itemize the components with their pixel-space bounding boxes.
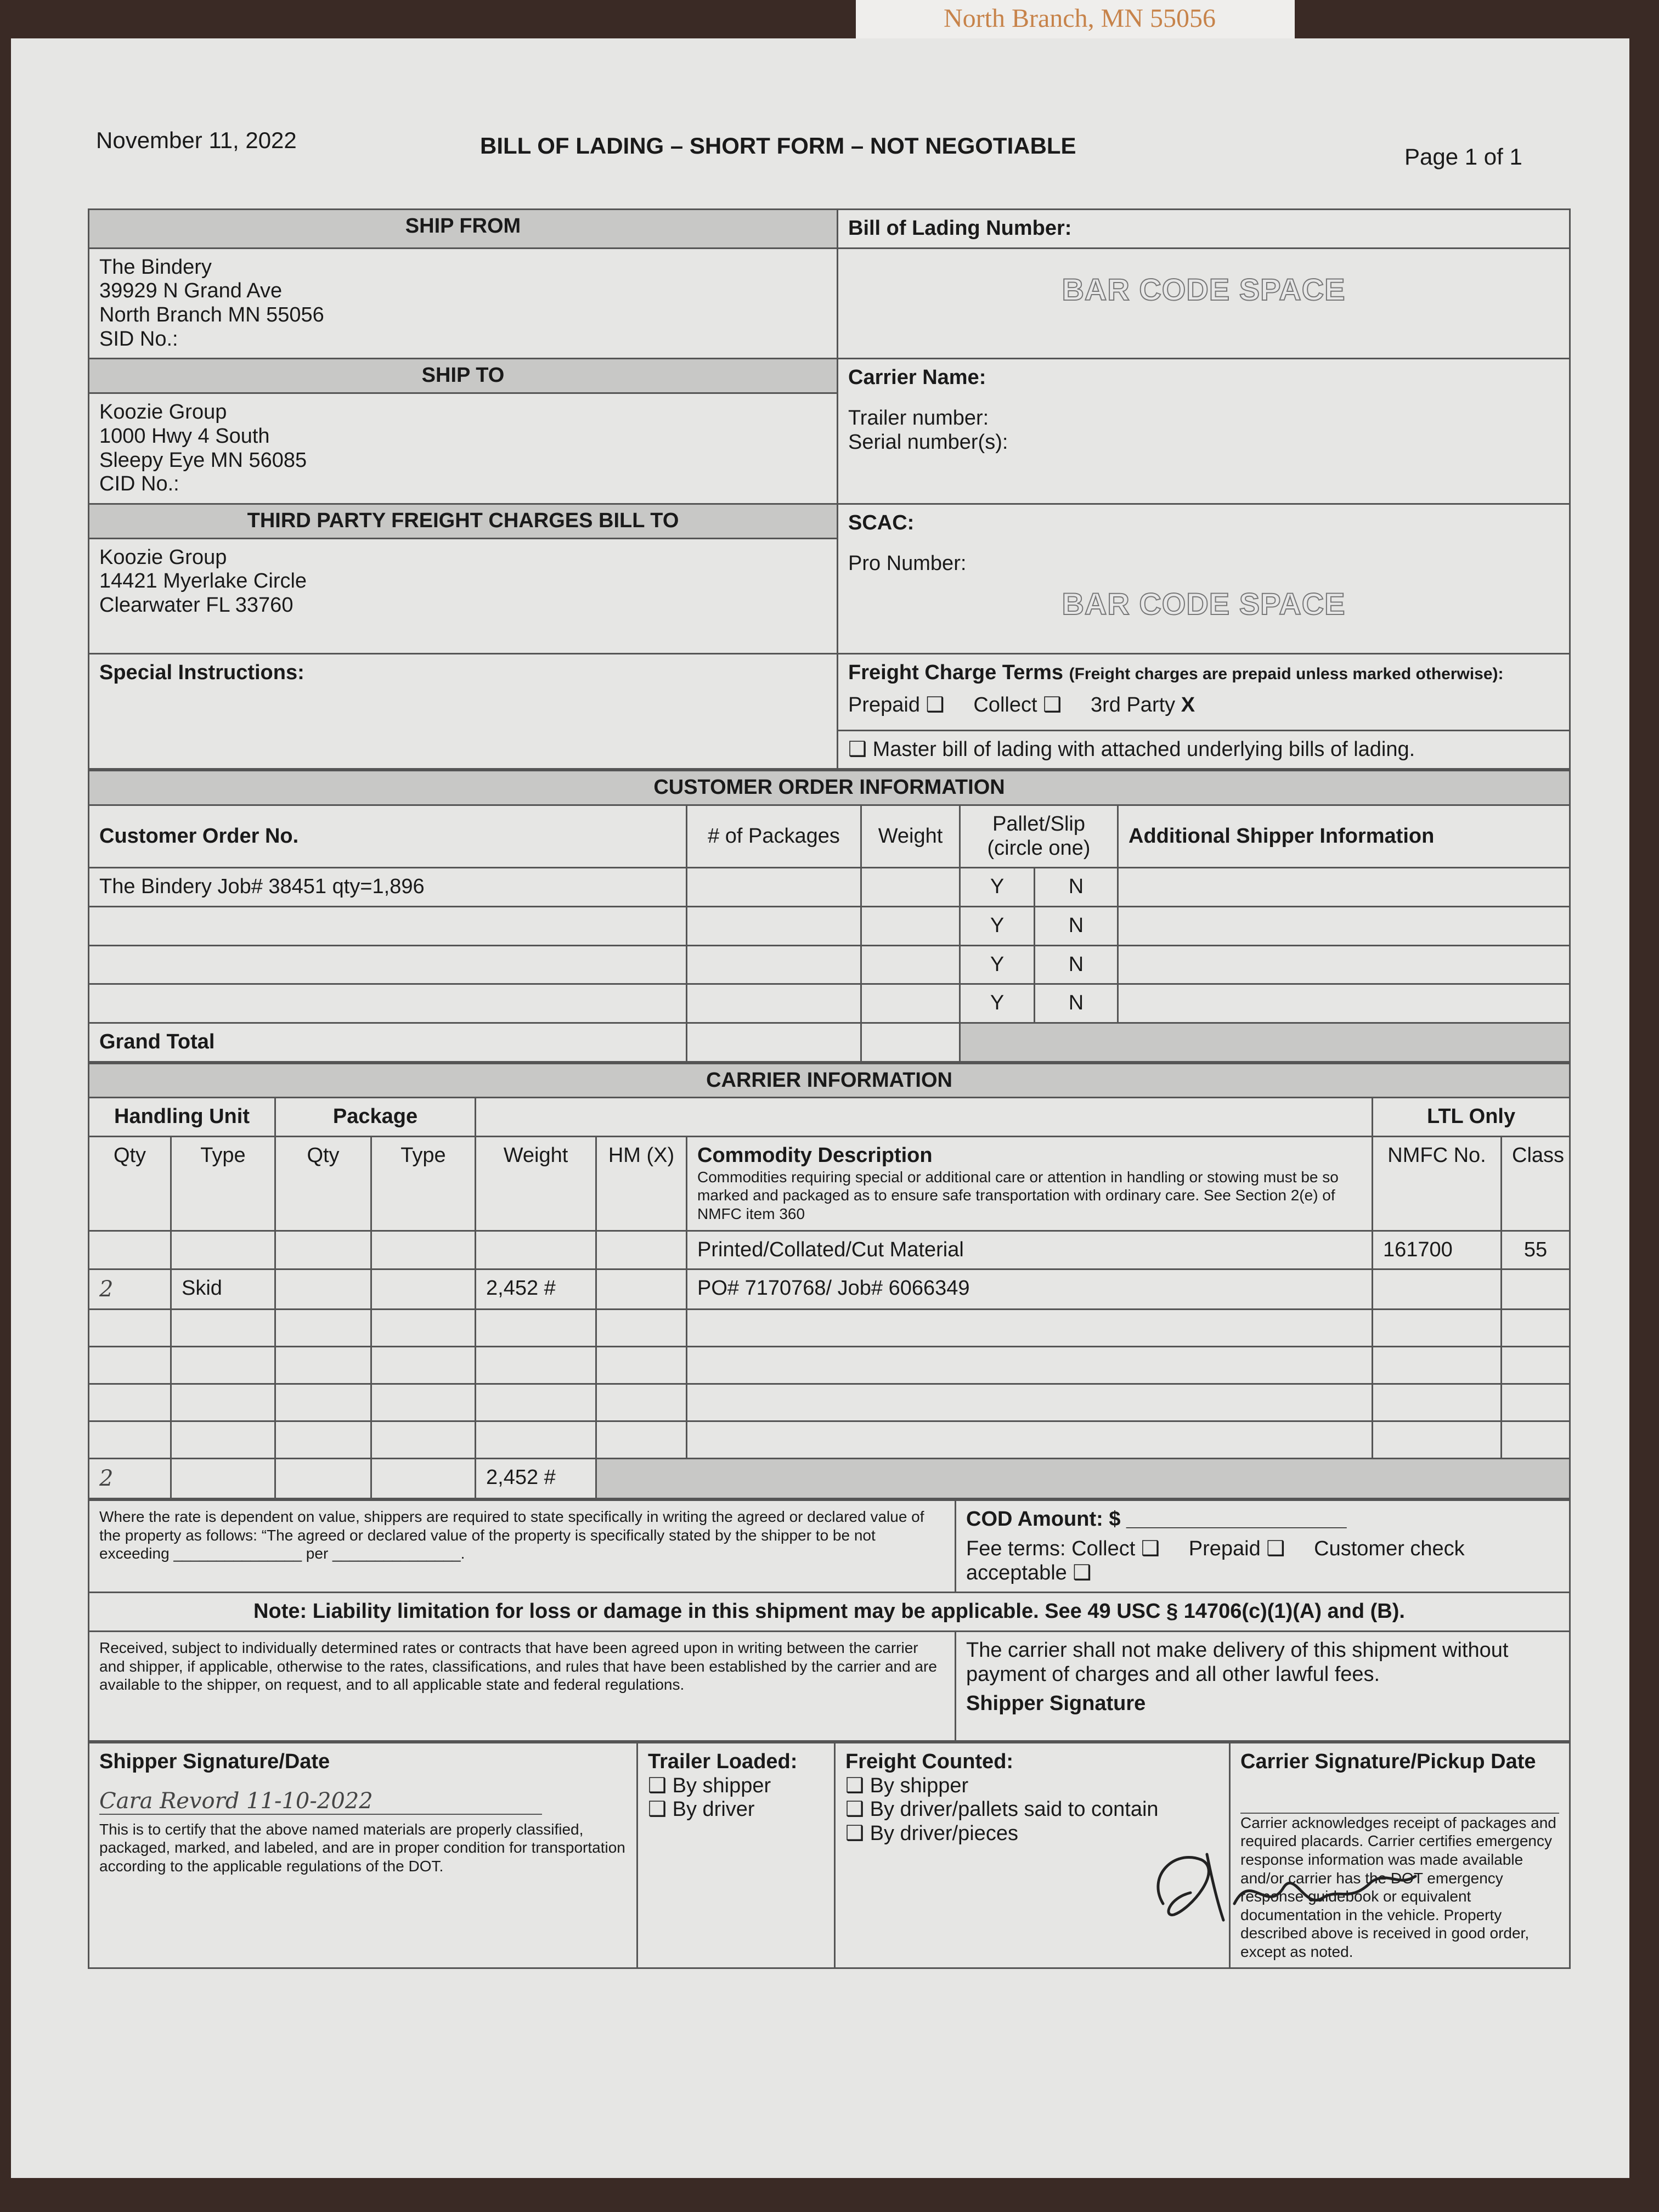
counted-by-driver-pallets-checkbox[interactable]: ❑ By driver/pallets said to contain: [845, 1798, 1159, 1821]
table-row: [89, 1269, 1570, 1310]
nmfc-cell: 161700: [1373, 1231, 1502, 1269]
weight-header: Weight: [476, 1137, 596, 1231]
third-party-check-mark: X: [1181, 693, 1195, 717]
freight-counted-label: Freight Counted:: [845, 1750, 1014, 1774]
order-number-cell: [89, 945, 687, 984]
trailer-loaded-label: Trailer Loaded:: [648, 1750, 798, 1774]
special-instructions-label: Special Instructions:: [89, 653, 838, 769]
counted-by-driver-pieces-checkbox[interactable]: ❑ By driver/pieces: [845, 1822, 1018, 1846]
pkg-type-header: Type: [371, 1137, 476, 1231]
document-date: November 11, 2022: [96, 127, 297, 153]
ship-to-cid: CID No.:: [99, 472, 179, 496]
loaded-by-driver-checkbox[interactable]: ❑ By driver: [648, 1798, 755, 1821]
slip-n-option[interactable]: N: [1035, 984, 1118, 1023]
commodity-header: [687, 1137, 1373, 1231]
customer-order-table: [88, 770, 1571, 1063]
cod-amount[interactable]: COD Amount: $ ___________________: [966, 1508, 1347, 1531]
ship-from-street: 39929 N Grand Ave: [99, 279, 283, 303]
serial-number-label: Serial number(s):: [848, 430, 1008, 454]
commodity-cell: Printed/Collated/Cut Material: [687, 1231, 1373, 1269]
counted-by-shipper-checkbox[interactable]: ❑ By shipper: [845, 1774, 969, 1797]
slip-n-option[interactable]: N: [1035, 945, 1118, 984]
col-additional-info: Additional Shipper Information: [1118, 805, 1570, 867]
value-cod-block: [88, 1499, 1571, 1742]
shipper-signature-value[interactable]: Cara Revord 11-10-2022: [99, 1788, 542, 1815]
carrier-info-cell: [838, 359, 1570, 504]
document-title: BILL OF LADING – SHORT FORM – NOT NEGOTIABLE: [480, 133, 1076, 159]
freight-terms-label: Freight Charge Terms: [848, 661, 1064, 684]
liability-note: Note: Liability limitation for loss or damage in this shipment may be applicable. See 49 USC § 14706(c)(1)(A) and (B).: [89, 1593, 1570, 1632]
order-number-cell: The Bindery Job# 38451 qty=1,896: [89, 868, 687, 907]
handling-unit-header: Handling Unit: [89, 1098, 275, 1137]
declared-value-note: Where the rate is dependent on value, shippers are required to state specifically in writing the agreed or declared value of the property as follows: “The agreed or declared value of the property is specifically stated by the shipper to be not exceeding _______________ per _______________.: [89, 1500, 956, 1593]
slip-n-option[interactable]: N: [1035, 907, 1118, 946]
commodity-description-label: Commodity Description: [697, 1144, 933, 1167]
class-cell: 55: [1502, 1231, 1570, 1269]
ship-from-address: [89, 248, 838, 359]
carrier-info-table: [88, 1063, 1571, 1500]
third-party-option[interactable]: 3rd Party: [1090, 693, 1176, 717]
received-terms: Received, subject to individually determined rates or contracts that have been agreed upon in writing between the carrier and shipper, if applicable, otherwise to the rates, classifications, and rules that have been established by the carrier and are available to the shipper, on request, and to all applicable state and federal regulations.: [89, 1632, 956, 1741]
table-row: [89, 984, 1570, 1023]
trailer-number-label: Trailer number:: [848, 407, 989, 430]
package-header: Package: [275, 1098, 476, 1137]
shipper-signature-label: Shipper Signature: [966, 1692, 1146, 1716]
hm-header: HM (X): [596, 1137, 687, 1231]
total-weight: 2,452 #: [476, 1459, 596, 1499]
table-row: [89, 868, 1570, 907]
col-packages: # of Packages: [687, 805, 861, 867]
loaded-by-shipper-checkbox[interactable]: ❑ By shipper: [648, 1774, 771, 1797]
carrier-delivery-cell: [956, 1632, 1570, 1741]
shipper-certification: This is to certify that the above named materials are properly classified, packaged, marked, and labeled, and are in proper condition for transportation according to the applicable regulations of the DOT.: [99, 1820, 625, 1875]
bol-barcode-space: BAR CODE SPACE: [1062, 272, 1346, 307]
ship-from-city: North Branch MN 55056: [99, 303, 324, 327]
pallet-y-option[interactable]: Y: [960, 984, 1035, 1023]
pro-barcode-space: BAR CODE SPACE: [1062, 586, 1346, 622]
bol-form: [88, 208, 1569, 1969]
col-pallet-slip: Pallet/Slip (circle one): [960, 805, 1118, 867]
scac-label: SCAC:: [848, 511, 915, 534]
ship-to-address: [89, 393, 838, 504]
hu-type-header: Type: [171, 1137, 275, 1231]
table-row: [89, 945, 1570, 984]
class-header: Class: [1502, 1137, 1570, 1231]
letterhead-city: North Branch, MN 55056: [944, 4, 1216, 33]
ship-to-city: Sleepy Eye MN 56085: [99, 448, 307, 472]
pkg-qty-header: Qty: [275, 1137, 371, 1231]
pallet-y-option[interactable]: Y: [960, 907, 1035, 946]
carrier-acknowledgement: Carrier acknowledges receipt of packages and required placards. Carrier certifies emergency response information was made available and/or carrier has the DOT emergency response guidebook or equivalent documentation in the vehicle. Property described above is received in good order, except as noted.: [1240, 1814, 1556, 1960]
third-party-address: [89, 538, 838, 653]
collect-checkbox[interactable]: Collect ❑: [973, 693, 1062, 717]
col-weight: Weight: [861, 805, 960, 867]
customer-order-header: CUSTOMER ORDER INFORMATION: [89, 771, 1570, 805]
pallet-y-option[interactable]: Y: [960, 868, 1035, 907]
ship-to-name: Koozie Group: [99, 400, 227, 424]
slip-n-option[interactable]: N: [1035, 868, 1118, 907]
shipper-signature-date-label: Shipper Signature/Date: [99, 1750, 330, 1774]
commodity-note: Commodities requiring special or additional care or attention in handling or stowing must be so marked and packaged as to ensure safe transportation with ordinary care. See Section 2(e) of NMFC item 360: [697, 1168, 1339, 1222]
scac-cell: [838, 504, 1570, 653]
third-party-header: THIRD PARTY FREIGHT CHARGES BILL TO: [89, 504, 838, 538]
pro-number-label: Pro Number:: [848, 551, 967, 575]
bol-barcode-cell: [838, 248, 1570, 359]
carrier-signature-scribble: [1141, 1838, 1426, 1926]
carrier-signature-label: Carrier Signature/Pickup Date: [1240, 1750, 1536, 1774]
carrier-delivery-text: The carrier shall not make delivery of this shipment without payment of charges and all other lawful fees.: [966, 1639, 1509, 1686]
order-number-cell: [89, 907, 687, 946]
fee-terms-prepaid[interactable]: Prepaid ❑: [1188, 1537, 1285, 1560]
grand-total-label: Grand Total: [89, 1023, 687, 1062]
carrier-name-label: Carrier Name:: [848, 366, 986, 390]
freight-terms-note: (Freight charges are prepaid unless marked otherwise):: [1069, 664, 1504, 683]
ship-to-street: 1000 Hwy 4 South: [99, 424, 270, 448]
ship-to-header: SHIP TO: [89, 359, 838, 393]
ltl-only-header: LTL Only: [1373, 1098, 1570, 1137]
trailer-loaded-cell: [637, 1743, 835, 1968]
cod-cell: [956, 1500, 1570, 1593]
carrier-total-row: [89, 1459, 1570, 1499]
hu-type-cell: Skid: [171, 1269, 275, 1310]
third-party-name: Koozie Group: [99, 545, 227, 569]
weight-cell: 2,452 #: [476, 1269, 596, 1310]
third-party-street: 14421 Myerlake Circle: [99, 569, 307, 593]
pallet-y-option[interactable]: Y: [960, 945, 1035, 984]
bol-number-label: Bill of Lading Number:: [838, 210, 1570, 249]
address-block: [88, 208, 1571, 770]
table-row: [89, 907, 1570, 946]
commodity-cell: PO# 7170768/ Job# 6066349: [687, 1269, 1373, 1310]
ship-from-header: SHIP FROM: [89, 210, 838, 249]
fee-terms-collect[interactable]: Fee terms: Collect ❑: [966, 1537, 1160, 1560]
table-row: [89, 1231, 1570, 1269]
carrier-info-header: CARRIER INFORMATION: [89, 1063, 1570, 1098]
nmfc-header: NMFC No.: [1373, 1137, 1502, 1231]
ship-from-sid: SID No.:: [99, 327, 178, 351]
total-hu-qty: 2: [89, 1459, 171, 1499]
customer-check-acceptable[interactable]: Customer check acceptable ❑: [966, 1537, 1465, 1584]
order-number-cell: [89, 984, 687, 1023]
page-number: Page 1 of 1: [1404, 144, 1522, 170]
ship-from-name: The Bindery: [99, 255, 212, 279]
prepaid-checkbox[interactable]: Prepaid ❑: [848, 693, 945, 717]
freight-terms-cell: [838, 653, 1570, 730]
third-party-city: Clearwater FL 33760: [99, 593, 294, 617]
master-bol-checkbox[interactable]: ❑ Master bill of lading with attached underlying bills of lading.: [838, 730, 1570, 769]
hu-qty-header: Qty: [89, 1137, 171, 1231]
hu-qty-cell: 2: [89, 1269, 171, 1310]
shipper-signature-cell: [89, 1743, 637, 1968]
col-customer-order-no: Customer Order No.: [89, 805, 687, 867]
